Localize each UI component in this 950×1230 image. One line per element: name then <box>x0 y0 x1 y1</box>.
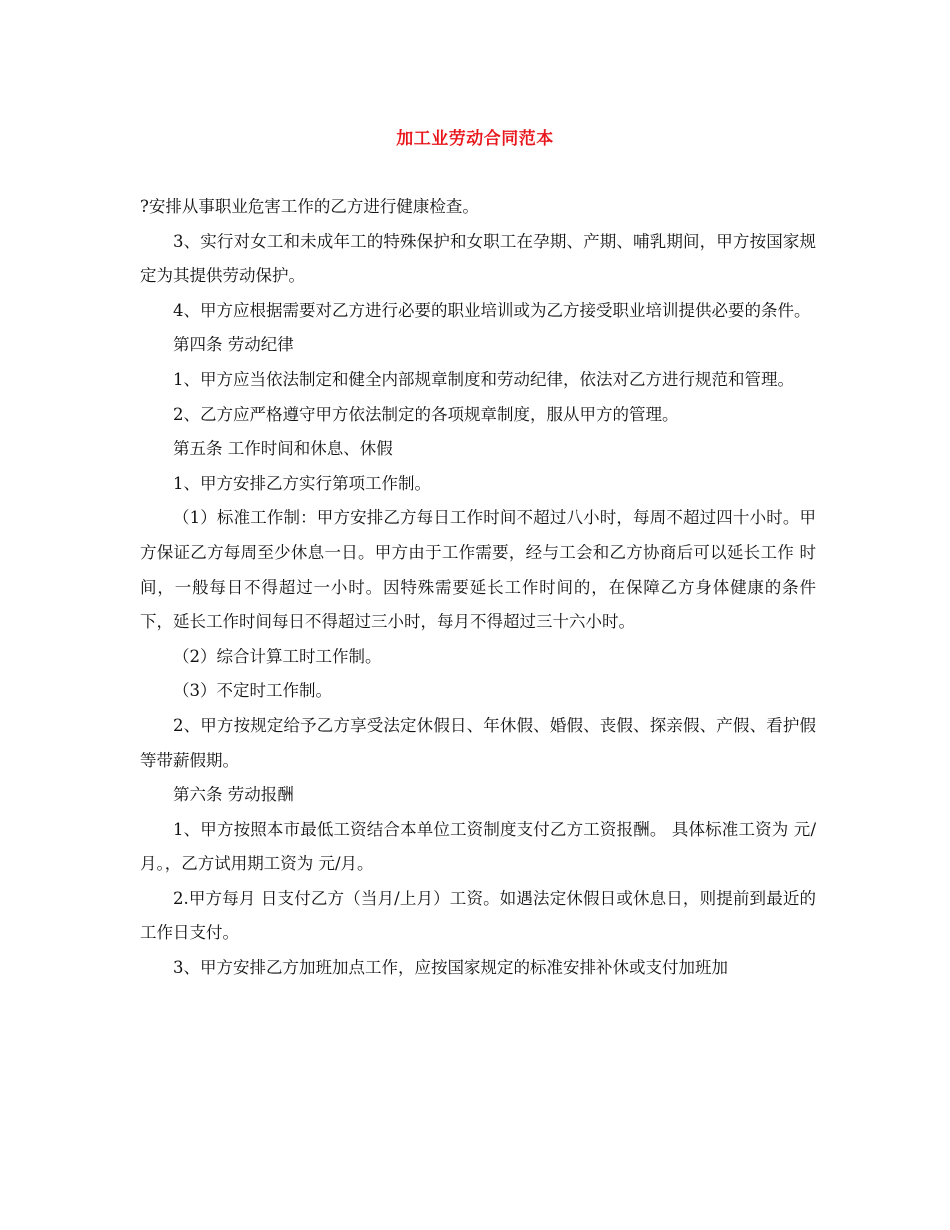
paragraph-comprehensive-hours: （2）综合计算工时工作制。 <box>173 646 382 666</box>
paragraph-health-check: ?安排从事职业危害工作的乙方进行健康检查。 <box>140 197 479 216</box>
paragraph-overtime: 3、甲方安排乙方加班加点工作，应按国家规定的标准安排补休或支付加班加 <box>173 958 728 978</box>
paragraph-discipline-rules: 1、甲方应当依法制定和健全内部规章制度和劳动纪律，依法对乙方进行规范和管理。 <box>173 369 794 389</box>
paragraph-standard-hours: （1）标准工作制：甲方安排乙方每日工作时间不超过八小时，每周不超过四十小时。甲方保证乙方每周至少休息一日。甲方由于工作需要，经与工会和乙方协商后可以延长工作 时间，一般每日不得超过一小时。因特殊需要延长工作时间的，在保障乙方身体健康的条件下，延长工作时间每日不得超过三小时，每月不得超过三十六小时。 <box>140 508 816 632</box>
paragraph-work-system: 1、甲方安排乙方实行第项工作制。 <box>173 473 431 493</box>
paragraph-flexible-hours: （3）不定时工作制。 <box>173 681 332 701</box>
paragraph-paid-leave: 2、甲方按规定给予乙方享受法定休假日、年休假、婚假、丧假、探亲假、产假、看护假等带薪假期。 <box>140 715 816 770</box>
article-heading-working-hours: 第五条 工作时间和休息、休假 <box>173 439 393 459</box>
document-body <box>140 190 816 986</box>
paragraph-wage-standard: 1、甲方按照本市最低工资结合本单位工资制度支付乙方工资报酬。 具体标准工资为 元/月。，乙方试用期工资为 元/月。 <box>140 819 816 874</box>
article-heading-discipline: 第四条 劳动纪律 <box>173 335 294 355</box>
article-heading-remuneration: 第六条 劳动报酬 <box>173 785 294 805</box>
paragraph-training: 4、甲方应根据需要对乙方进行必要的职业培训或为乙方接受职业培训提供必要的条件。 <box>173 300 811 320</box>
paragraph-pay-date: 2.甲方每月 日支付乙方（当月/上月）工资。如遇法定休假日或休息日，则提前到最近的工作日支付。 <box>140 888 816 943</box>
document-title: 加工业劳动合同范本 <box>396 129 554 149</box>
paragraph-obey-rules: 2、乙方应严格遵守甲方依法制定的各项规章制度，服从甲方的管理。 <box>173 404 679 424</box>
paragraph-female-protection: 3、实行对女工和未成年工的特殊保护和女职工在孕期、产期、哺乳期间，甲方按国家规定为其提供劳动保护。 <box>140 231 816 286</box>
